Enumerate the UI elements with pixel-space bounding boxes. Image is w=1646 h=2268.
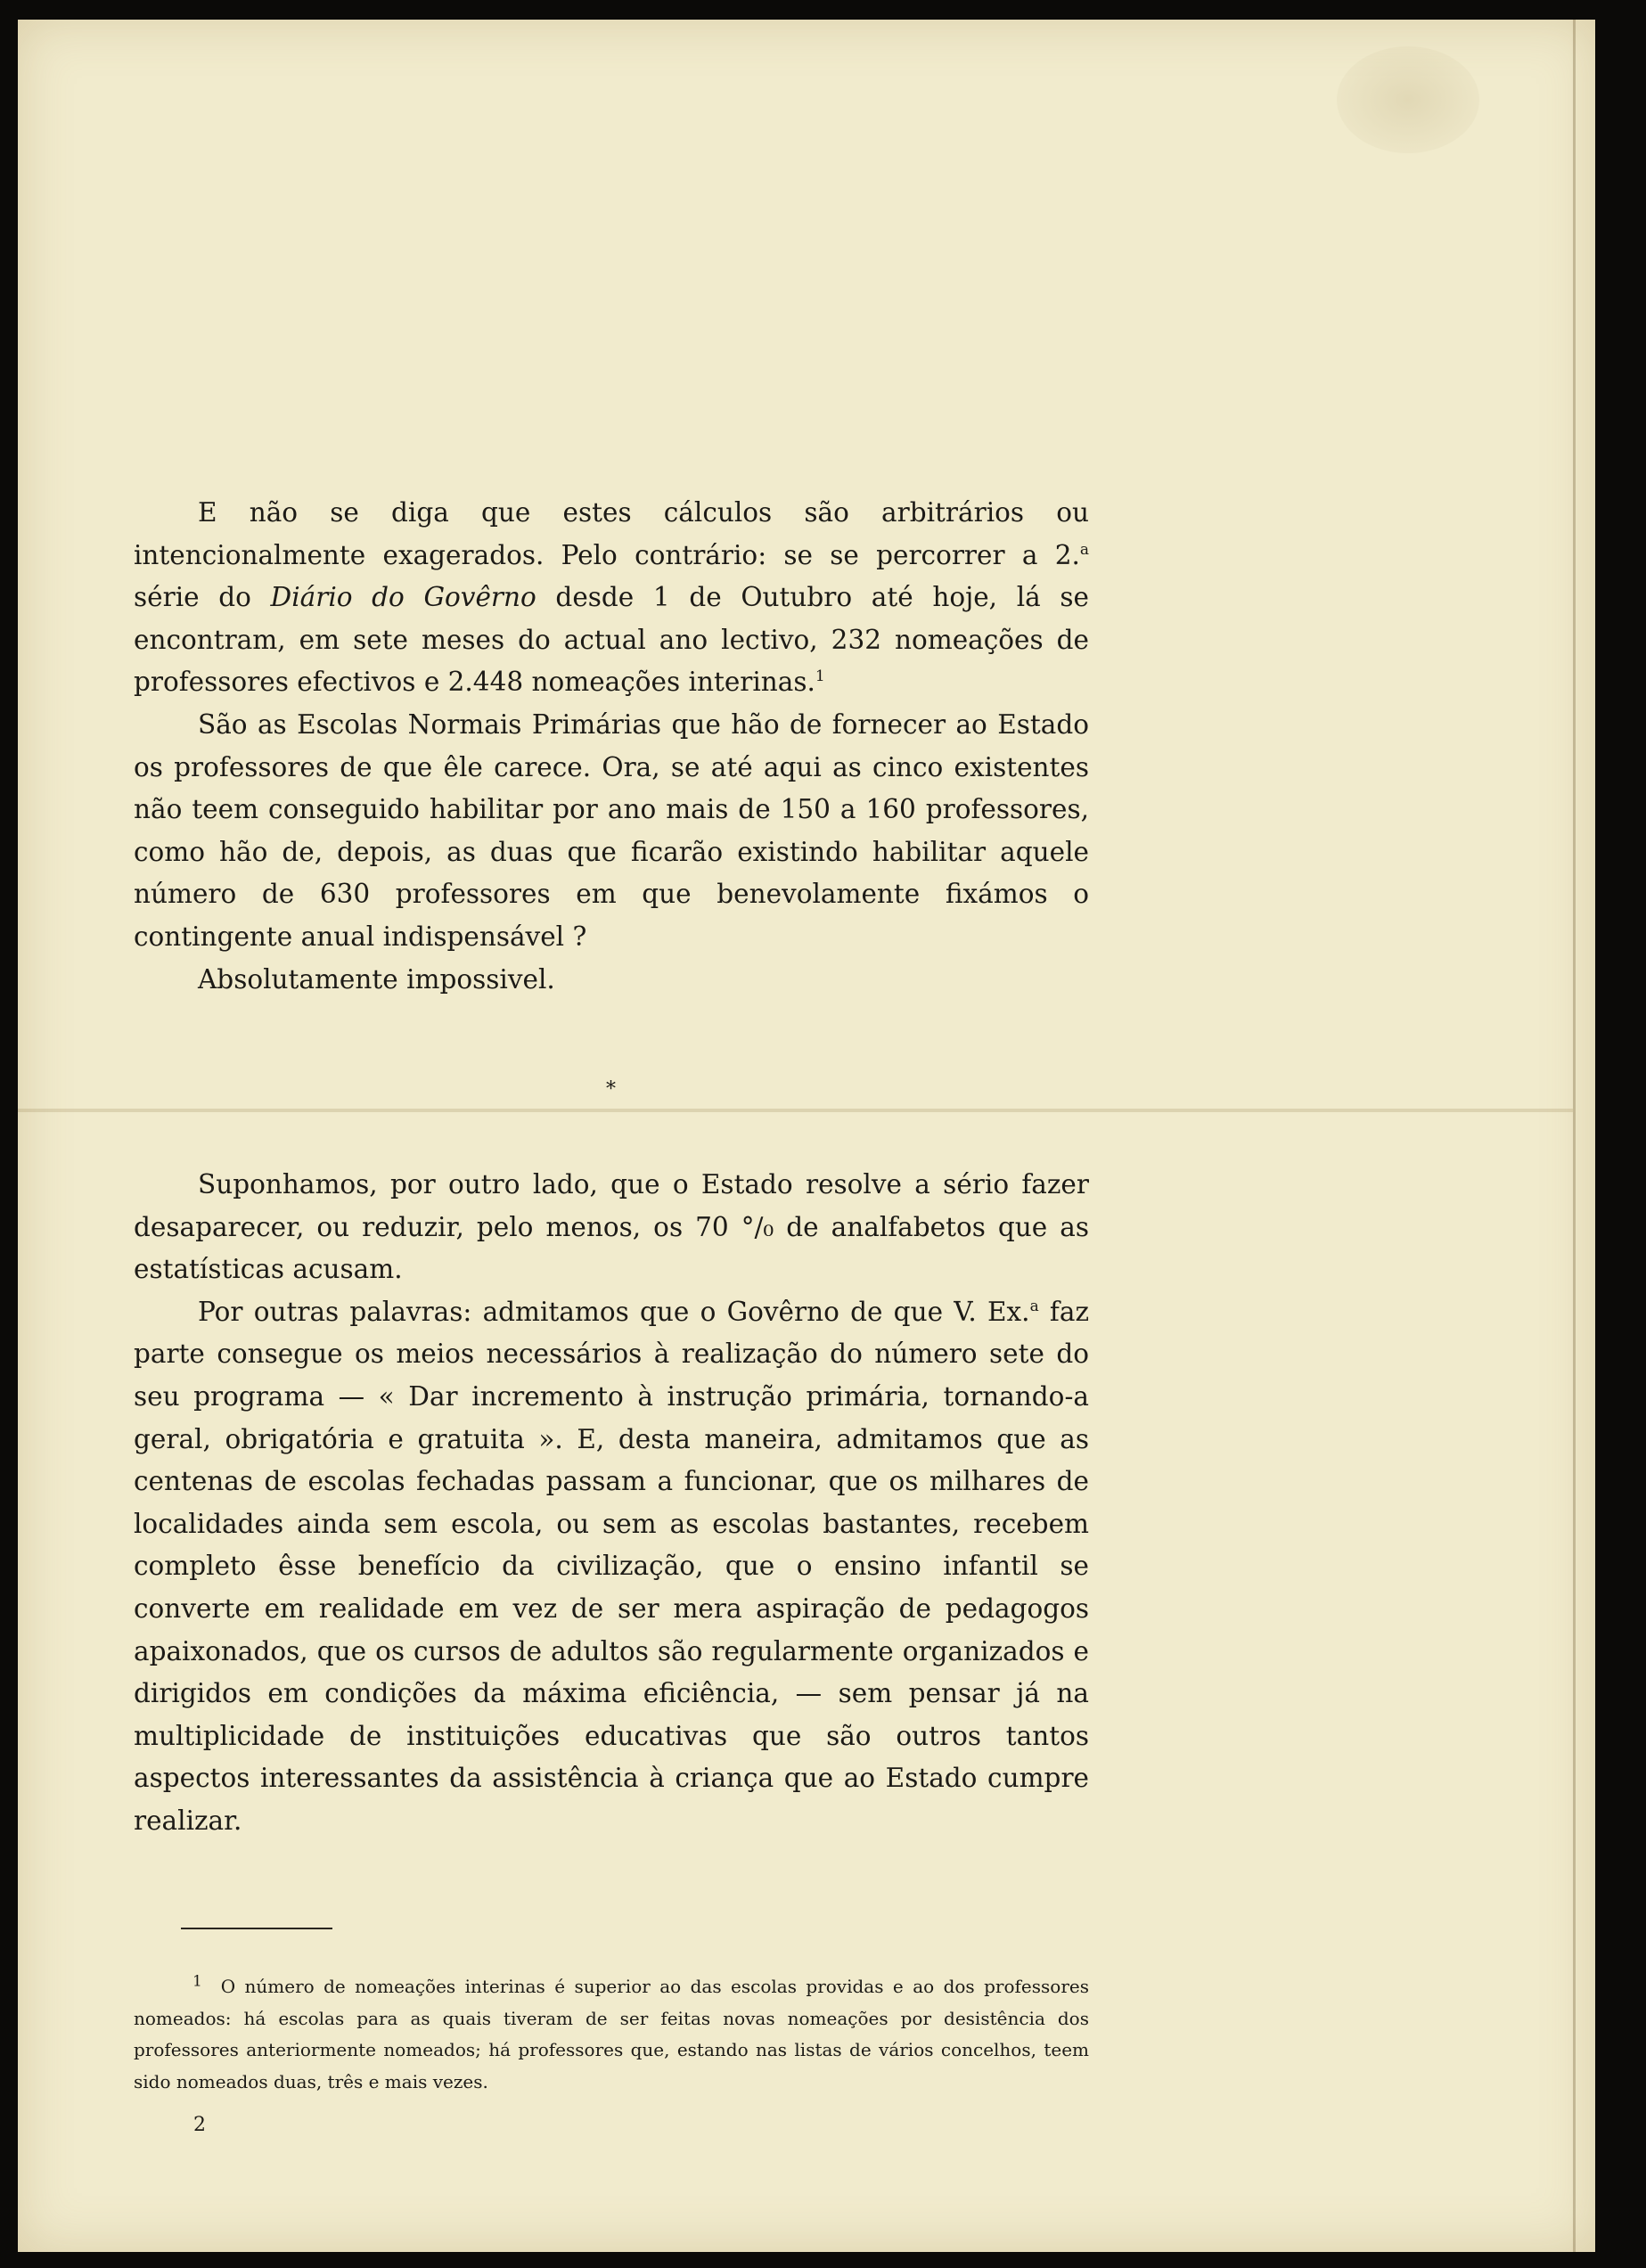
footnotes — [134, 1971, 1089, 2098]
footnote-1: $^1$ O número de nomeações interinas é superior ao das escolas providas e ao dos professores nomeados: há escolas para as quais tiveram de ser feitas novas nomeações por desistência dos professores anteriormente nomeados; há professores que, estando nas listas de vários concelhos, teem sido nomeados duas, três e mais vezes. — [134, 1972, 1089, 2092]
paragraph-3: Absolutamente impossivel. — [198, 963, 555, 995]
footnote-rule — [181, 1928, 332, 1929]
superscript-a: a — [1079, 540, 1089, 559]
section-1 — [134, 492, 1089, 1001]
paragraph-5: Por outras palavras: admitamos que o Govêrno de que V. Ex.$^a$ faz parte consegue os meios necessários à realização do número sete do seu programa — « Dar incremento à instrução primária, tornando-a geral, obrigatória e gratuita ». E, desta maneira, admitamos que as centenas de escolas fechadas passam a funcionar, que os milhares de localidades ainda sem escola, ou sem as escolas bastantes, recebem completo êsse benefício da civilização, que o ensino infantil se converte em realidade em vez de ser mera aspiração de pedagogos apaixonados, que os cursos de adultos são regularmente organizados e dirigidos em condições da máxima eficiência, — sem pensar já na multiplicidade de instituições educativas que são outros tantos aspectos interessantes da assistência à criança que ao Estado cumpre realizar. — [134, 1296, 1089, 1836]
page-number: 2 — [193, 2114, 206, 2136]
journal-title: Diário do Govêrno — [270, 582, 536, 613]
superscript-a: a — [1029, 1297, 1039, 1315]
paragraph-4: Suponhamos, por outro lado, que o Estado resolve a sério fazer desaparecer, ou reduzir, pelo menos, os 70 °/₀ de analfabetos que as estatísticas acusam. — [134, 1169, 1089, 1285]
paragraph-2: São as Escolas Normais Primárias que hão de fornecer ao Estado os professores de que êle carece. Ora, se até aqui as cinco existentes não teem conseguido habilitar por ano mais de 150 a 160 professores, como hão de, depois, as duas que ficarão existindo habilitar aquele número de 630 professores em que benevolamente fixámos o contingente anual indispensável ? — [134, 708, 1089, 952]
paragraph-1: E não se diga que estes cálculos são arbitrários ou intencionalmente exagerados. Pelo contrário: se se percorrer a 2.$^a$ série do Diário do Govêrno desde 1 de Outubro até hoje, lá se encontram, em sete meses do actual ano lectivo, 232 nomeações de professores efectivos e 2.448 nomeações interinas.$^1$ — [134, 497, 1089, 698]
section-separator: * — [606, 1078, 616, 1101]
horizontal-fold-line — [18, 1109, 1573, 1112]
paper-stain — [1337, 46, 1479, 153]
footnote-number: 1 — [192, 1972, 202, 1991]
vertical-fold-line — [1573, 20, 1576, 2252]
document-page — [18, 20, 1595, 2252]
footnote-mark: 1 — [815, 667, 825, 686]
section-2 — [134, 1164, 1089, 1843]
